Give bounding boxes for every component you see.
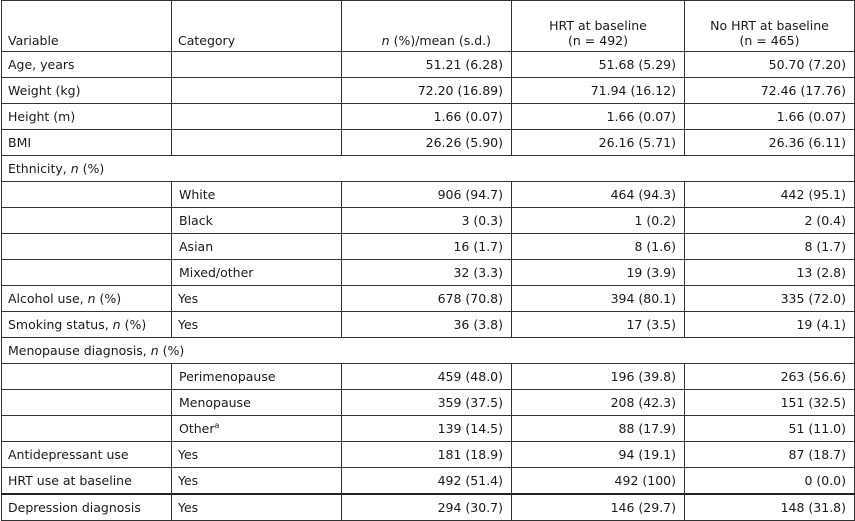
cell-variable xyxy=(2,260,172,286)
cell-no-hrt: 148 (31.8) xyxy=(685,494,855,521)
cell-variable: BMI xyxy=(2,130,172,156)
table-row xyxy=(2,312,855,338)
cell-total: 492 (51.4) xyxy=(342,468,512,495)
cell-category: Menopause xyxy=(172,390,342,416)
cell-no-hrt: 151 (32.5) xyxy=(685,390,855,416)
cell-category: Asian xyxy=(172,234,342,260)
cell-category: Perimenopause xyxy=(172,364,342,390)
cell-hrt: 196 (39.8) xyxy=(512,364,685,390)
cell-hrt: 464 (94.3) xyxy=(512,182,685,208)
cell-no-hrt: 87 (18.7) xyxy=(685,442,855,468)
cell-total: 359 (37.5) xyxy=(342,390,512,416)
cell-hrt: 8 (1.6) xyxy=(512,234,685,260)
cell-total: 36 (3.8) xyxy=(342,312,512,338)
cell-variable: Depression diagnosis xyxy=(2,494,172,521)
cell-category: Yes xyxy=(172,442,342,468)
cell-variable xyxy=(2,208,172,234)
cell-category xyxy=(172,52,342,78)
cell-hrt: 19 (3.9) xyxy=(512,260,685,286)
cell-hrt: 492 (100) xyxy=(512,468,685,495)
cell-variable: Antidepressant use xyxy=(2,442,172,468)
cell-total: 1.66 (0.07) xyxy=(342,104,512,130)
header-category: Category xyxy=(172,1,342,52)
section-label: Menopause diagnosis, n (%) xyxy=(2,338,855,364)
cell-no-hrt: 442 (95.1) xyxy=(685,182,855,208)
cell-category: Yes xyxy=(172,286,342,312)
cell-hrt: 1 (0.2) xyxy=(512,208,685,234)
cell-hrt: 71.94 (16.12) xyxy=(512,78,685,104)
cell-no-hrt: 263 (56.6) xyxy=(685,364,855,390)
cell-total: 906 (94.7) xyxy=(342,182,512,208)
cell-category: White xyxy=(172,182,342,208)
cell-total: 459 (48.0) xyxy=(342,364,512,390)
cell-total: 16 (1.7) xyxy=(342,234,512,260)
header-no-hrt: No HRT at baseline (n = 465) xyxy=(685,1,855,52)
cell-no-hrt: 1.66 (0.07) xyxy=(685,104,855,130)
table-row xyxy=(2,416,855,442)
cell-total: 294 (30.7) xyxy=(342,494,512,521)
header-row xyxy=(2,1,855,52)
cell-category xyxy=(172,78,342,104)
cell-variable: Alcohol use, n (%) xyxy=(2,286,172,312)
cell-category: Yes xyxy=(172,494,342,521)
cell-category: Black xyxy=(172,208,342,234)
cell-total: 72.20 (16.89) xyxy=(342,78,512,104)
cell-no-hrt: 13 (2.8) xyxy=(685,260,855,286)
table-row xyxy=(2,390,855,416)
cell-no-hrt: 50.70 (7.20) xyxy=(685,52,855,78)
cell-variable: Height (m) xyxy=(2,104,172,130)
table-row xyxy=(2,208,855,234)
table-row xyxy=(2,442,855,468)
cell-no-hrt: 19 (4.1) xyxy=(685,312,855,338)
cell-no-hrt: 26.36 (6.11) xyxy=(685,130,855,156)
cell-total: 51.21 (6.28) xyxy=(342,52,512,78)
cell-category: Yes xyxy=(172,312,342,338)
cell-hrt: 208 (42.3) xyxy=(512,390,685,416)
table-row xyxy=(2,260,855,286)
table-row xyxy=(2,52,855,78)
table-row xyxy=(2,182,855,208)
table-row xyxy=(2,130,855,156)
cell-category xyxy=(172,130,342,156)
cell-hrt: 394 (80.1) xyxy=(512,286,685,312)
cell-category: Mixed/other xyxy=(172,260,342,286)
cell-hrt: 17 (3.5) xyxy=(512,312,685,338)
cell-variable xyxy=(2,234,172,260)
cell-no-hrt: 8 (1.7) xyxy=(685,234,855,260)
section-row-ethnicity xyxy=(2,156,855,182)
cell-hrt: 94 (19.1) xyxy=(512,442,685,468)
footnote-marker: a xyxy=(214,420,220,430)
cell-hrt: 51.68 (5.29) xyxy=(512,52,685,78)
cell-variable: Age, years xyxy=(2,52,172,78)
table-row xyxy=(2,468,855,495)
table-row xyxy=(2,494,855,521)
cell-category: Other$^a$ xyxy=(172,416,342,442)
cell-no-hrt: 51 (11.0) xyxy=(685,416,855,442)
cell-category: Yes xyxy=(172,468,342,495)
table-row xyxy=(2,234,855,260)
cell-no-hrt: 72.46 (17.76) xyxy=(685,78,855,104)
cell-hrt: 1.66 (0.07) xyxy=(512,104,685,130)
cell-variable xyxy=(2,390,172,416)
table-row xyxy=(2,78,855,104)
header-variable: Variable xyxy=(2,1,172,52)
cell-variable: HRT use at baseline xyxy=(2,468,172,495)
cell-hrt: 26.16 (5.71) xyxy=(512,130,685,156)
table-row xyxy=(2,104,855,130)
cell-total: 3 (0.3) xyxy=(342,208,512,234)
cell-variable: Weight (kg) xyxy=(2,78,172,104)
cell-category xyxy=(172,104,342,130)
cell-no-hrt: 0 (0.0) xyxy=(685,468,855,495)
cell-variable xyxy=(2,416,172,442)
cell-hrt: 88 (17.9) xyxy=(512,416,685,442)
header-hrt: HRT at baseline (n = 492) xyxy=(512,1,685,52)
cell-variable: Smoking status, n (%) xyxy=(2,312,172,338)
section-label: Ethnicity, n (%) xyxy=(2,156,855,182)
cell-variable xyxy=(2,182,172,208)
cell-variable xyxy=(2,364,172,390)
cell-total: 678 (70.8) xyxy=(342,286,512,312)
baseline-characteristics-table xyxy=(1,0,855,521)
cell-total: 181 (18.9) xyxy=(342,442,512,468)
cell-total: 32 (3.3) xyxy=(342,260,512,286)
cell-total: 26.26 (5.90) xyxy=(342,130,512,156)
cell-no-hrt: 2 (0.4) xyxy=(685,208,855,234)
cell-total: 139 (14.5) xyxy=(342,416,512,442)
table-row xyxy=(2,286,855,312)
cell-no-hrt: 335 (72.0) xyxy=(685,286,855,312)
section-row-menopause xyxy=(2,338,855,364)
cell-hrt: 146 (29.7) xyxy=(512,494,685,521)
table-row xyxy=(2,364,855,390)
header-total: n (%)/mean (s.d.) xyxy=(342,1,512,52)
